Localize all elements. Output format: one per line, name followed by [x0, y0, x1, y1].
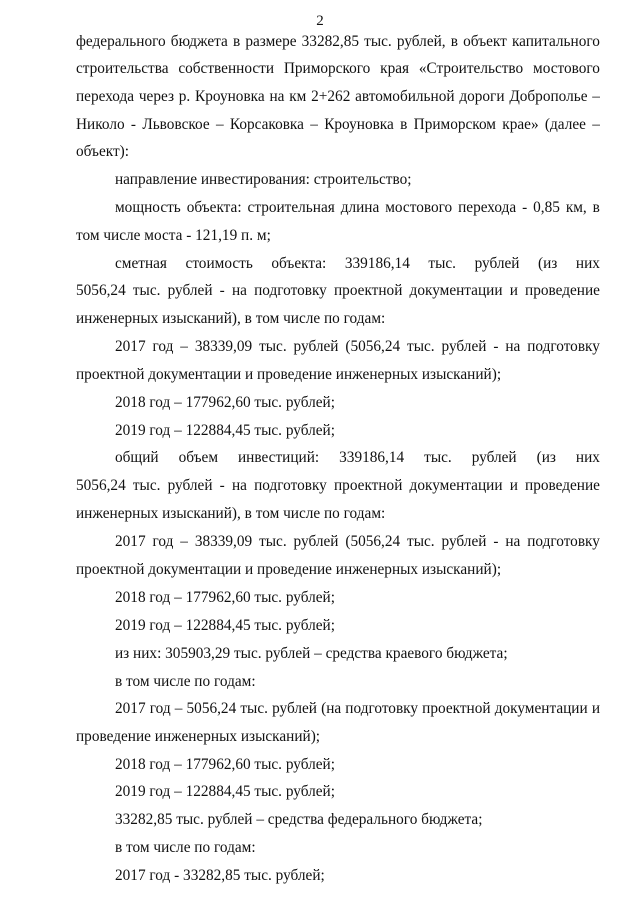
- word: строительства: [76, 60, 169, 77]
- text-line-1: [76, 32, 600, 52]
- word: Львовское: [142, 116, 210, 133]
- word: мостового: [533, 60, 600, 77]
- text-line-23: из них: 305903,29 тыс. рублей – средства краевого бюджета;: [115, 645, 508, 662]
- word: в: [400, 116, 408, 133]
- word: рублей: [167, 282, 213, 299]
- word: объем: [178, 449, 219, 466]
- word: 2017: [115, 700, 146, 717]
- word: на: [231, 477, 247, 494]
- word: перехода: [76, 88, 135, 105]
- word: –: [174, 700, 183, 717]
- word: на: [269, 88, 285, 105]
- word: на: [505, 533, 521, 550]
- word: объекта:: [186, 199, 242, 216]
- word: 5056,24: [186, 700, 237, 717]
- word: (5056,24: [345, 533, 401, 550]
- word: рублей,: [396, 33, 446, 50]
- word: документации: [494, 700, 588, 717]
- word: инвестиций:: [238, 449, 320, 466]
- word: них: [575, 255, 600, 272]
- word: км: [289, 88, 307, 105]
- text-line-21: 2018 год – 177962,60 тыс. рублей;: [115, 589, 335, 606]
- word: 0,85: [533, 199, 560, 216]
- word: подготовку: [254, 282, 327, 299]
- text-line-30: в том числе по годам:: [115, 839, 256, 856]
- word: проектной: [422, 700, 491, 717]
- word: Доброполье: [509, 88, 588, 105]
- word: рублей: [293, 533, 339, 550]
- word: Кроуновка: [324, 116, 394, 133]
- text-line-29: 33282,85 тыс. рублей – средства федерального бюджета;: [115, 811, 483, 828]
- text-line-12: [115, 337, 600, 357]
- word: мостового: [385, 199, 453, 216]
- word: автомобильной: [355, 88, 455, 105]
- word: рублей: [167, 477, 213, 494]
- word: р.: [178, 88, 191, 105]
- word: -: [493, 338, 499, 355]
- text-line-10: [76, 281, 600, 301]
- word: «Строительство: [418, 60, 524, 77]
- word: (на: [321, 700, 342, 717]
- word: тыс.: [428, 255, 456, 272]
- word: проведение: [525, 282, 600, 299]
- text-line-4: [76, 115, 600, 135]
- word: -: [522, 199, 528, 216]
- word: подготовку: [527, 338, 600, 355]
- word: объекта:: [271, 255, 327, 272]
- word: и: [591, 700, 600, 717]
- word: на: [231, 282, 247, 299]
- word: края: [380, 60, 410, 77]
- text-line-6: направление инвестирования: строительство;: [115, 171, 412, 188]
- word: 2+262: [311, 88, 351, 105]
- word: Приморском: [413, 116, 496, 133]
- text-line-3: [76, 87, 600, 107]
- word: подготовку: [345, 700, 419, 717]
- word: стоимость: [185, 255, 253, 272]
- word: 5056,24: [76, 477, 126, 494]
- text-line-18: инженерных изысканий), в том числе по годам:: [76, 505, 386, 522]
- word: –: [180, 533, 188, 550]
- word: –: [592, 88, 600, 105]
- word: 5056,24: [76, 282, 126, 299]
- word: подготовку: [527, 533, 600, 550]
- word: -: [219, 282, 225, 299]
- word: в: [450, 33, 458, 50]
- word: рублей: [272, 700, 317, 717]
- text-line-20: проектной документации и проведение инженерных изысканий);: [76, 561, 502, 578]
- word: 38339,09: [194, 338, 253, 355]
- text-line-28: 2019 год – 122884,45 тыс. рублей;: [115, 783, 335, 800]
- word: тыс.: [407, 338, 435, 355]
- word: 2017: [115, 338, 146, 355]
- word: (5056,24: [345, 338, 401, 355]
- word: тыс.: [259, 338, 287, 355]
- word: в: [592, 199, 600, 216]
- page-number: 2: [316, 13, 324, 29]
- word: тыс.: [240, 700, 268, 717]
- word: мощность: [115, 199, 181, 216]
- word: общий: [115, 449, 159, 466]
- text-line-14: 2018 год – 177962,60 тыс. рублей;: [115, 394, 335, 411]
- text-line-8: том числе моста - 121,19 п. м;: [76, 227, 271, 244]
- word: год: [152, 533, 174, 550]
- word: тыс.: [132, 477, 161, 494]
- word: подготовку: [254, 477, 327, 494]
- text-line-24: в том числе по годам:: [115, 673, 256, 690]
- text-line-7: [115, 198, 600, 218]
- text-line-9: [115, 254, 600, 274]
- word: год: [152, 338, 174, 355]
- word: и: [509, 282, 518, 299]
- word: на: [505, 338, 521, 355]
- text-line-16: [115, 448, 600, 468]
- text-line-17: [76, 476, 600, 496]
- word: документации: [409, 477, 503, 494]
- word: 339186,14: [339, 449, 405, 466]
- word: рублей: [441, 533, 487, 550]
- word: Приморского: [283, 60, 371, 77]
- word: тыс.: [259, 533, 287, 550]
- word: собственности: [178, 60, 275, 77]
- word: -: [219, 477, 225, 494]
- word: -: [130, 116, 137, 133]
- word: рублей: [474, 255, 520, 272]
- word: капитального: [511, 33, 600, 50]
- word: Кроуновка: [195, 88, 265, 105]
- word: федерального: [76, 33, 166, 50]
- word: размере: [245, 33, 297, 50]
- text-line-2: [76, 59, 600, 79]
- text-line-11: инженерных изысканий), в том числе по годам:: [76, 310, 386, 327]
- word: (из: [536, 449, 556, 466]
- word: в: [232, 33, 241, 50]
- word: через: [138, 88, 174, 105]
- word: -: [493, 533, 499, 550]
- word: объект: [463, 33, 507, 50]
- word: длина: [340, 199, 380, 216]
- word: проектной: [333, 477, 403, 494]
- word: рублей: [441, 338, 487, 355]
- word: –: [592, 116, 600, 133]
- word: проведение: [525, 477, 600, 494]
- word: тыс.: [132, 282, 161, 299]
- word: год: [149, 700, 171, 717]
- text-line-5: объект):: [76, 143, 130, 160]
- word: –: [180, 338, 188, 355]
- text-line-31: 2017 год - 33282,85 тыс. рублей;: [115, 867, 325, 884]
- text-line-27: 2018 год – 177962,60 тыс. рублей;: [115, 756, 335, 773]
- word: км,: [565, 199, 587, 216]
- word: тыс.: [364, 33, 392, 50]
- text-line-22: 2019 год – 122884,45 тыс. рублей;: [115, 617, 335, 634]
- word: –: [310, 116, 318, 133]
- word: бюджета: [170, 33, 228, 50]
- word: сметная: [115, 255, 167, 272]
- word: –: [215, 116, 224, 133]
- text-line-19: [115, 532, 600, 552]
- text-line-25: [115, 699, 600, 719]
- text-line-15: 2019 год – 122884,45 тыс. рублей;: [115, 422, 335, 439]
- word: документации: [409, 282, 503, 299]
- word: дороги: [459, 88, 505, 105]
- word: строительная: [247, 199, 335, 216]
- word: крае»: [502, 116, 539, 133]
- word: и: [509, 477, 518, 494]
- text-line-26: проведение инженерных изысканий);: [76, 728, 321, 745]
- word: Николо: [76, 116, 125, 133]
- word: 2017: [115, 533, 146, 550]
- word: 38339,09: [194, 533, 253, 550]
- word: тыс.: [407, 533, 435, 550]
- word: (из: [538, 255, 558, 272]
- word: 339186,14: [344, 255, 410, 272]
- word: (далее: [544, 116, 586, 133]
- word: проектной: [333, 282, 403, 299]
- word: рублей: [471, 449, 517, 466]
- word: перехода: [458, 199, 517, 216]
- word: Корсаковка: [229, 116, 304, 133]
- word: них: [575, 449, 600, 466]
- word: 33282,85: [301, 33, 360, 50]
- text-line-13: проектной документации и проведение инженерных изысканий);: [76, 366, 502, 383]
- word: тыс.: [424, 449, 452, 466]
- word: рублей: [293, 338, 339, 355]
